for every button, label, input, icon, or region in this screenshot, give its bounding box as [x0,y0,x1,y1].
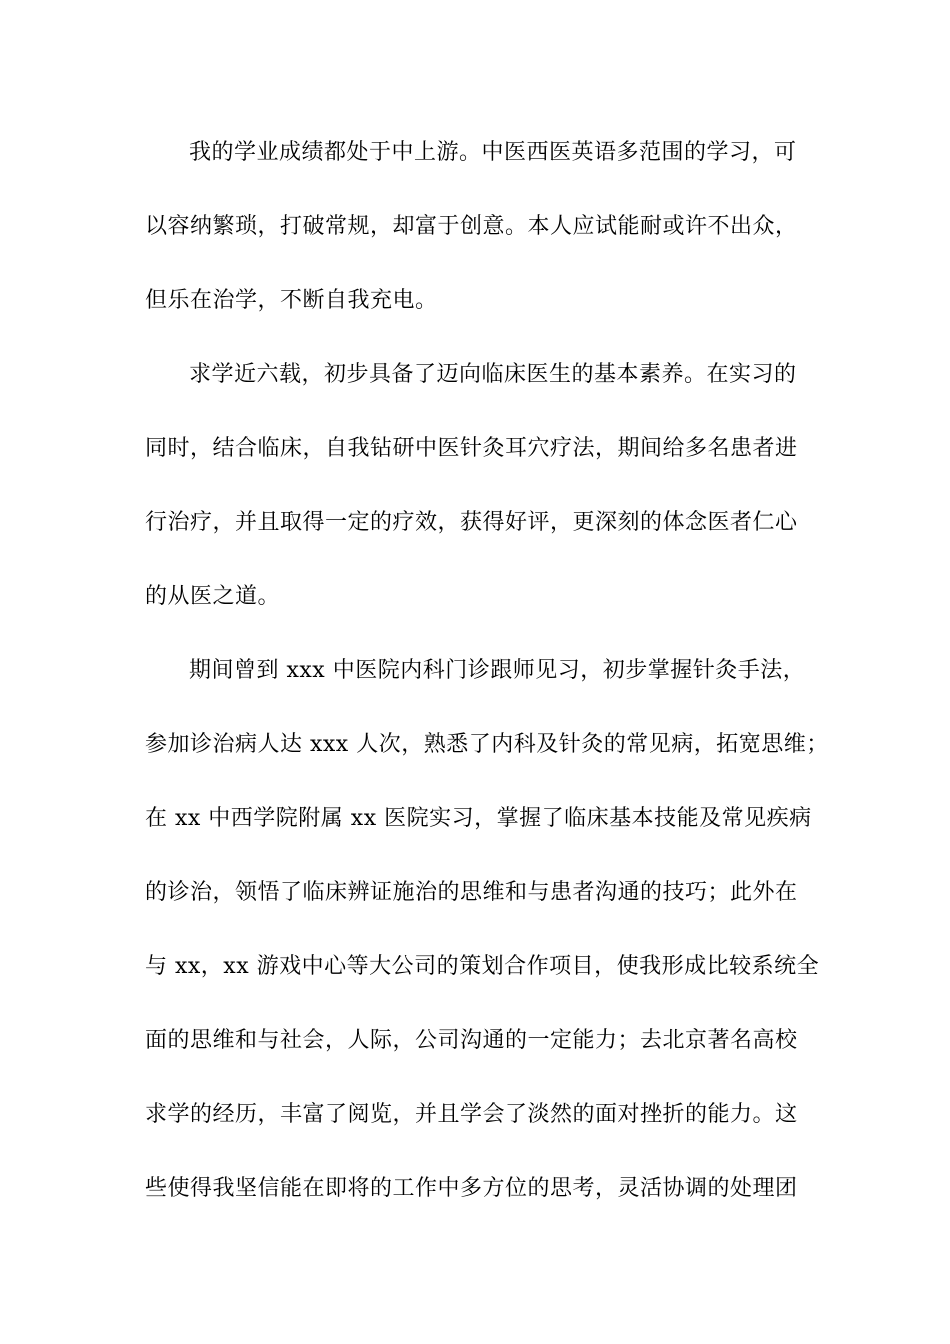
paragraph-3-line-8: 些使得我坚信能在即将的工作中多方位的思考，灵活协调的处理团 [145,1176,798,1201]
paragraph-1-line-1: 我的学业成绩都处于中上游。中医西医英语多范围的学习，可 [189,140,797,165]
paragraph-2-line-4: 的从医之道。 [145,584,281,609]
paragraph-3-line-4: 的诊治，领悟了临床辨证施治的思维和与患者沟通的技巧；此外在 [145,880,798,905]
paragraph-1-line-2: 以容纳繁琐，打破常规，却富于创意。本人应试能耐或许不出众， [145,214,798,239]
paragraph-2-line-1: 求学近六载，初步具备了迈向临床医生的基本素养。在实习的 [189,362,797,387]
paragraph-3-line-5: 与 xx，xx 游戏中心等大公司的策划合作项目，使我形成比较系统全 [145,954,820,979]
paragraph-3-line-6: 面的思维和与社会，人际，公司沟通的一定能力；去北京著名高校 [145,1028,798,1053]
paragraph-3-line-3: 在 xx 中西学院附属 xx 医院实习，掌握了临床基本技能及常见疾病 [145,806,812,831]
paragraph-1-line-3: 但乐在治学，不断自我充电。 [145,288,438,313]
paragraph-3-line-2: 参加诊治病人达 xxx 人次，熟悉了内科及针灸的常见病，拓宽思维； [145,732,829,757]
paragraph-3-line-1: 期间曾到 xxx 中医院内科门诊跟师见习，初步掌握针灸手法， [189,658,806,683]
paragraph-3-line-7: 求学的经历，丰富了阅览，并且学会了淡然的面对挫折的能力。这 [145,1102,798,1127]
paragraph-2-line-2: 同时，结合临床，自我钻研中医针灸耳穴疗法，期间给多名患者进 [145,436,798,461]
paragraph-2-line-3: 行治疗，并且取得一定的疗效，获得好评，更深刻的体念医者仁心 [145,510,798,535]
